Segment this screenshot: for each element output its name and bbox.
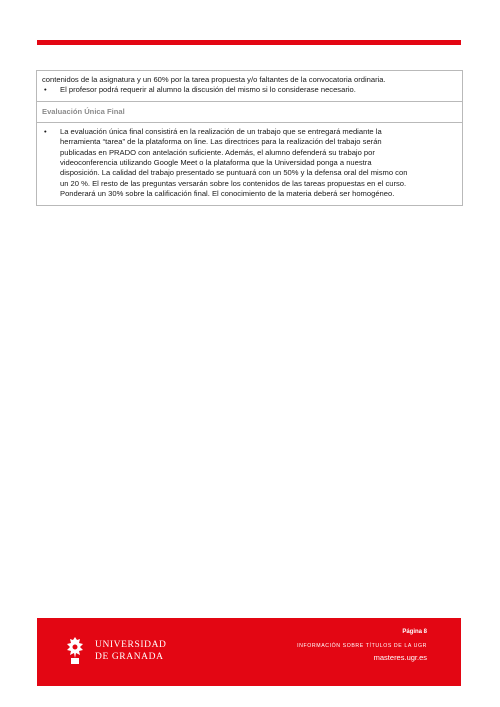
evaluation-table <box>36 70 463 206</box>
previous-section-continuation <box>37 71 462 102</box>
text-line: videoconferencia utilizando Google Meet o la plataforma que la Universidad ponga a nuestra <box>60 158 372 168</box>
list-item <box>42 127 457 200</box>
text-line: Ponderará un 30% sobre la calificación final. El conocimiento de la materia deberá ser homogéneo. <box>60 189 395 199</box>
bullet-icon: • <box>44 126 47 136</box>
list-item-text: El profesor podrá requerir al alumno la discusión del mismo si lo considerase necesario. <box>60 85 356 95</box>
site-link[interactable]: masteres.ugr.es <box>373 653 427 662</box>
final-evaluation-section <box>37 123 462 205</box>
bullet-icon: • <box>44 85 47 95</box>
continuation-line: contenidos de la asignatura y un 60% por la tarea propuesta y/o faltantes de la convocatoria ordinaria. <box>42 75 386 84</box>
list-item <box>42 85 457 95</box>
university-seal-icon <box>62 636 88 666</box>
list-item-text <box>60 127 457 200</box>
page-footer <box>37 618 461 686</box>
info-label: INFORMACIÓN SOBRE TÍTULOS DE LA UGR <box>297 643 427 649</box>
logo-line-1: UNIVERSIDAD <box>95 640 167 650</box>
text-line: herramienta “tarea” de la plataforma on line. Las directrices para la realización del trabajo serán <box>60 137 382 147</box>
top-accent-bar <box>37 40 461 45</box>
university-logo-text <box>95 640 167 663</box>
text-line: publicadas en PRADO con antelación suficiente. Además, el alumno defenderá su trabajo por <box>60 147 375 157</box>
text-line: un 20 %. El resto de las preguntas versarán sobre los contenidos de las tareas propuestas en el curso. <box>60 178 407 188</box>
logo-line-2: DE GRANADA <box>95 651 164 662</box>
text-line: La evaluación única final consistirá en la realización de un trabajo que se entregará mediante la <box>60 126 382 136</box>
text-line: disposición. La calidad del trabajo presentado se puntuará con un 50% y la defensa oral del mismo con <box>60 168 408 178</box>
section-title: Evaluación Única Final <box>37 102 462 123</box>
page-number: Página 8 <box>402 629 427 635</box>
